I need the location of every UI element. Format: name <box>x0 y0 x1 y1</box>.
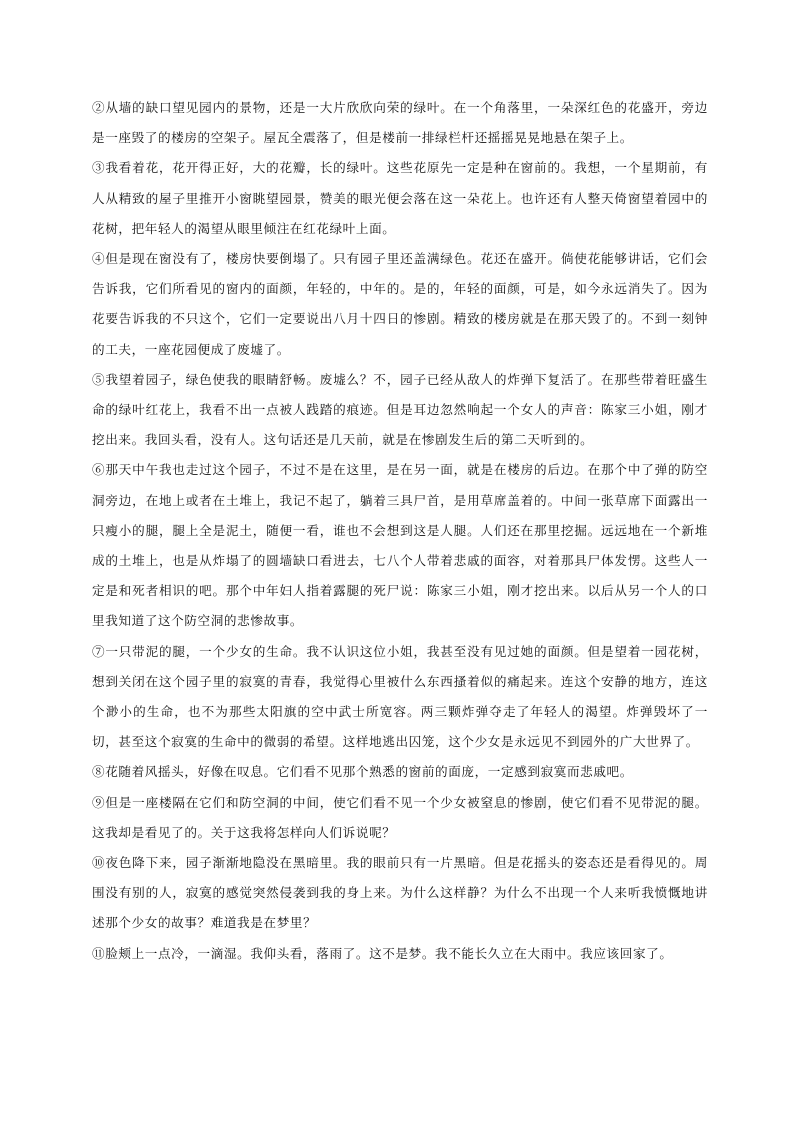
paragraph-2: ②从墙的缺口望见园内的景物，还是一大片欣欣向荣的绿叶。在一个角落里，一朵深红色的花盛开，旁边是一座毁了的楼房的空架子。屋瓦全震落了，但是楼前一排绿栏杆还摇摇晃晃地悬在架子上。 <box>92 100 708 146</box>
document-body <box>92 93 708 969</box>
paragraph-6: ⑥那天中午我也走过这个园子，不过不是在这里，是在另一面，就是在楼房的后边。在那个中了弹的防空洞旁边，在地上或者在土堆上，我记不起了，躺着三具尸首，是用草席盖着的。中间一张草席下面露出一只瘦小的腿，腿上全是泥土，随便一看，谁也不会想到这是人腿。人们还在那里挖掘。远远地在一个新堆成的土堆上，也是从炸塌了的圆墙缺口看进去，七八个人带着悲戚的面容，对着那具尸体发愣。这些人一定是和死者相识的吧。那个中年妇人指着露腿的死尸说：陈家三小姐，刚才挖出来。以后从另一个人的口里我知道了这个防空洞的悲惨故事。 <box>92 462 708 629</box>
paragraph-3: ③我看着花，花开得正好，大的花瓣，长的绿叶。这些花原先一定是种在窗前的。我想，一个星期前，有人从精致的屋子里推开小窗眺望园景，赞美的眼光便会落在这一朵花上。也许还有人整天倚窗望着园中的花树，把年轻人的渴望从眼里倾注在红花绿叶上面。 <box>92 160 708 236</box>
paragraph-8: ⑧花随着风摇头，好像在叹息。它们看不见那个熟悉的窗前的面庞，一定感到寂寞而悲戚吧。 <box>92 764 633 780</box>
paragraph-4: ④但是现在窗没有了，楼房快要倒塌了。只有园子里还盖满绿色。花还在盛开。倘使花能够讲话，它们会告诉我，它们所看见的窗内的面颜，年轻的，中年的。是的，年轻的面颜，可是，如今永远消失了。因为花要告诉我的不只这个，它们一定要说出八月十四日的惨剧。精致的楼房就是在那天毁了的。不到一刻钟的工夫，一座花园便成了废墟了。 <box>92 251 708 357</box>
paragraph-7: ⑦一只带泥的腿，一个少女的生命。我不认识这位小姐，我甚至没有见过她的面颜。但是望着一园花树，想到关闭在这个园子里的寂寞的青春，我觉得心里被什么东西搔着似的痛起来。连这个安静的地方，连这个渺小的生命，也不为那些太阳旗的空中武士所宽容。两三颗炸弹夺走了年轻人的渴望。炸弹毁坏了一切，甚至这个寂寞的生命中的微弱的希望。这样地逃出囚笼，这个少女是永远见不到园外的广大世界了。 <box>92 643 708 750</box>
paragraph-10: ⑩夜色降下来，园子渐渐地隐没在黑暗里。我的眼前只有一片黑暗。但是花摇头的姿态还是看得见的。周围没有别的人，寂寞的感觉突然侵袭到我的身上来。为什么这样静？为什么不出现一个人来听我愤慨地讲述那个少女的故事？难道我是在梦里？ <box>92 855 708 931</box>
paragraph-9: ⑨但是一座楼隔在它们和防空洞的中间，使它们看不见一个少女被窒息的惨剧，使它们看不见带泥的腿。这我却是看见了的。关于这我将怎样向人们诉说呢？ <box>92 794 708 840</box>
paragraph-5: ⑤我望着园子，绿色使我的眼睛舒畅。废墟么？不，园子已经从敌人的炸弹下复活了。在那些带着旺盛生命的绿叶红花上，我看不出一点被人践踏的痕迹。但是耳边忽然响起一个女人的声音：陈家三小姐，刚才挖出来。我回头看，没有人。这句话还是几天前，就是在惨剧发生后的第二天听到的。 <box>92 371 708 448</box>
paragraph-11: ⑪脸颊上一点冷，一滴湿。我仰头看，落雨了。这不是梦。我不能长久立在大雨中。我应该回家了。 <box>92 945 673 961</box>
